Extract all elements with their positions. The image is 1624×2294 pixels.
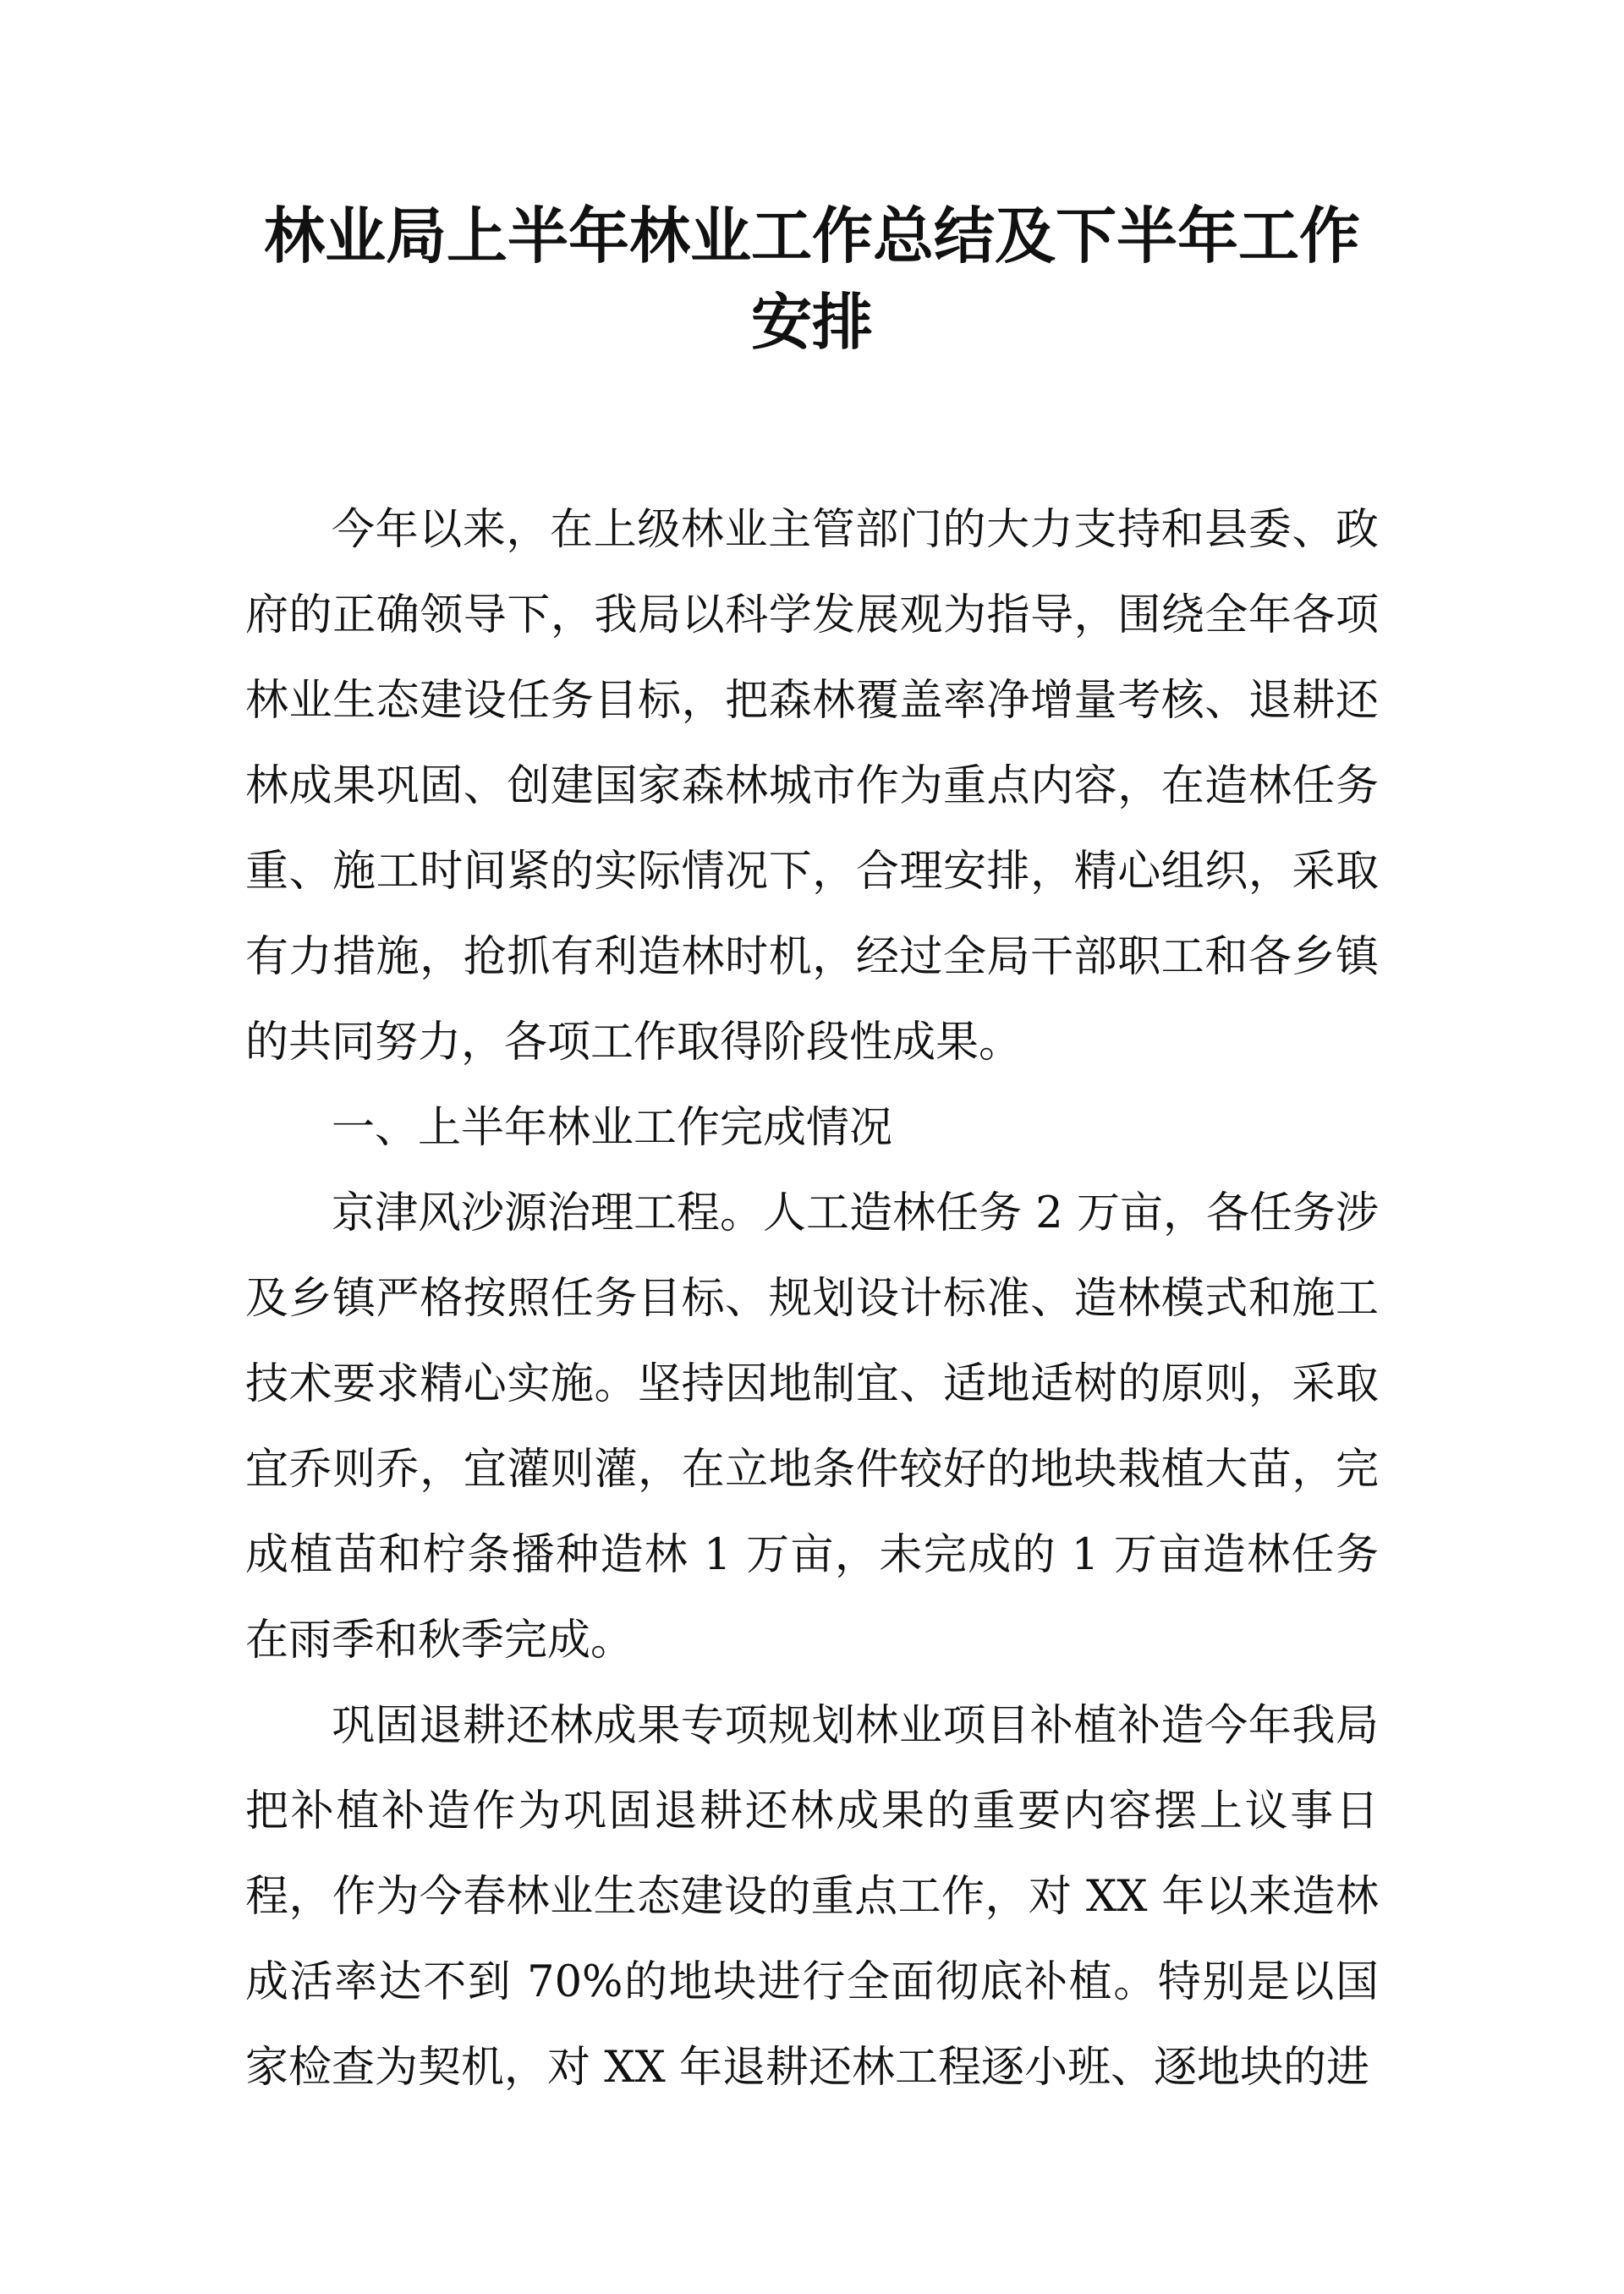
section-heading: 一、上半年林业工作完成情况 [332, 1103, 893, 1153]
document-body [245, 487, 1379, 2110]
document-title: 林业局上半年林业工作总结及下半年工作安排 [263, 200, 1360, 358]
paragraph-reforestation: 巩固退耕还林成果专项规划林业项目补植补造今年我局把补植补造作为巩固退耕还林成果的重要内容摆上议事日程，作为今春林业生态建设的重点工作，对 XX 年以来造林成活率达不到 70%的地块进行全面彻底补植。特别是以国家检查为契机，对 XX 年退耕还林工程逐小班、逐地块的进 [245, 1701, 1379, 2093]
paragraph-intro: 今年以来，在上级林业主管部门的大力支持和县委、政府的正确领导下，我局以科学发展观为指导，围绕全年各项林业生态建设任务目标，把森林覆盖率净增量考核、退耕还林成果巩固、创建国家森林城市作为重点内容，在造林任务重、施工时间紧的实际情况下，合理安排，精心组织，采取有力措施，抢抓有利造林时机，经过全局干部职工和各乡镇的共同努力，各项工作取得阶段性成果。 [245, 505, 1379, 1067]
paragraph-sandstorm-project: 京津风沙源治理工程。人工造林任务 2 万亩，各任务涉及乡镇严格按照任务目标、规划设计标准、造林模式和施工技术要求精心实施。坚持因地制宜、适地适树的原则，采取宜乔则乔，宜灌则灌，在立地条件较好的地块栽植大苗，完成植苗和柠条播种造林 1 万亩，未完成的 1 万亩造林任务在雨季和秋季完成。 [245, 1188, 1379, 1666]
